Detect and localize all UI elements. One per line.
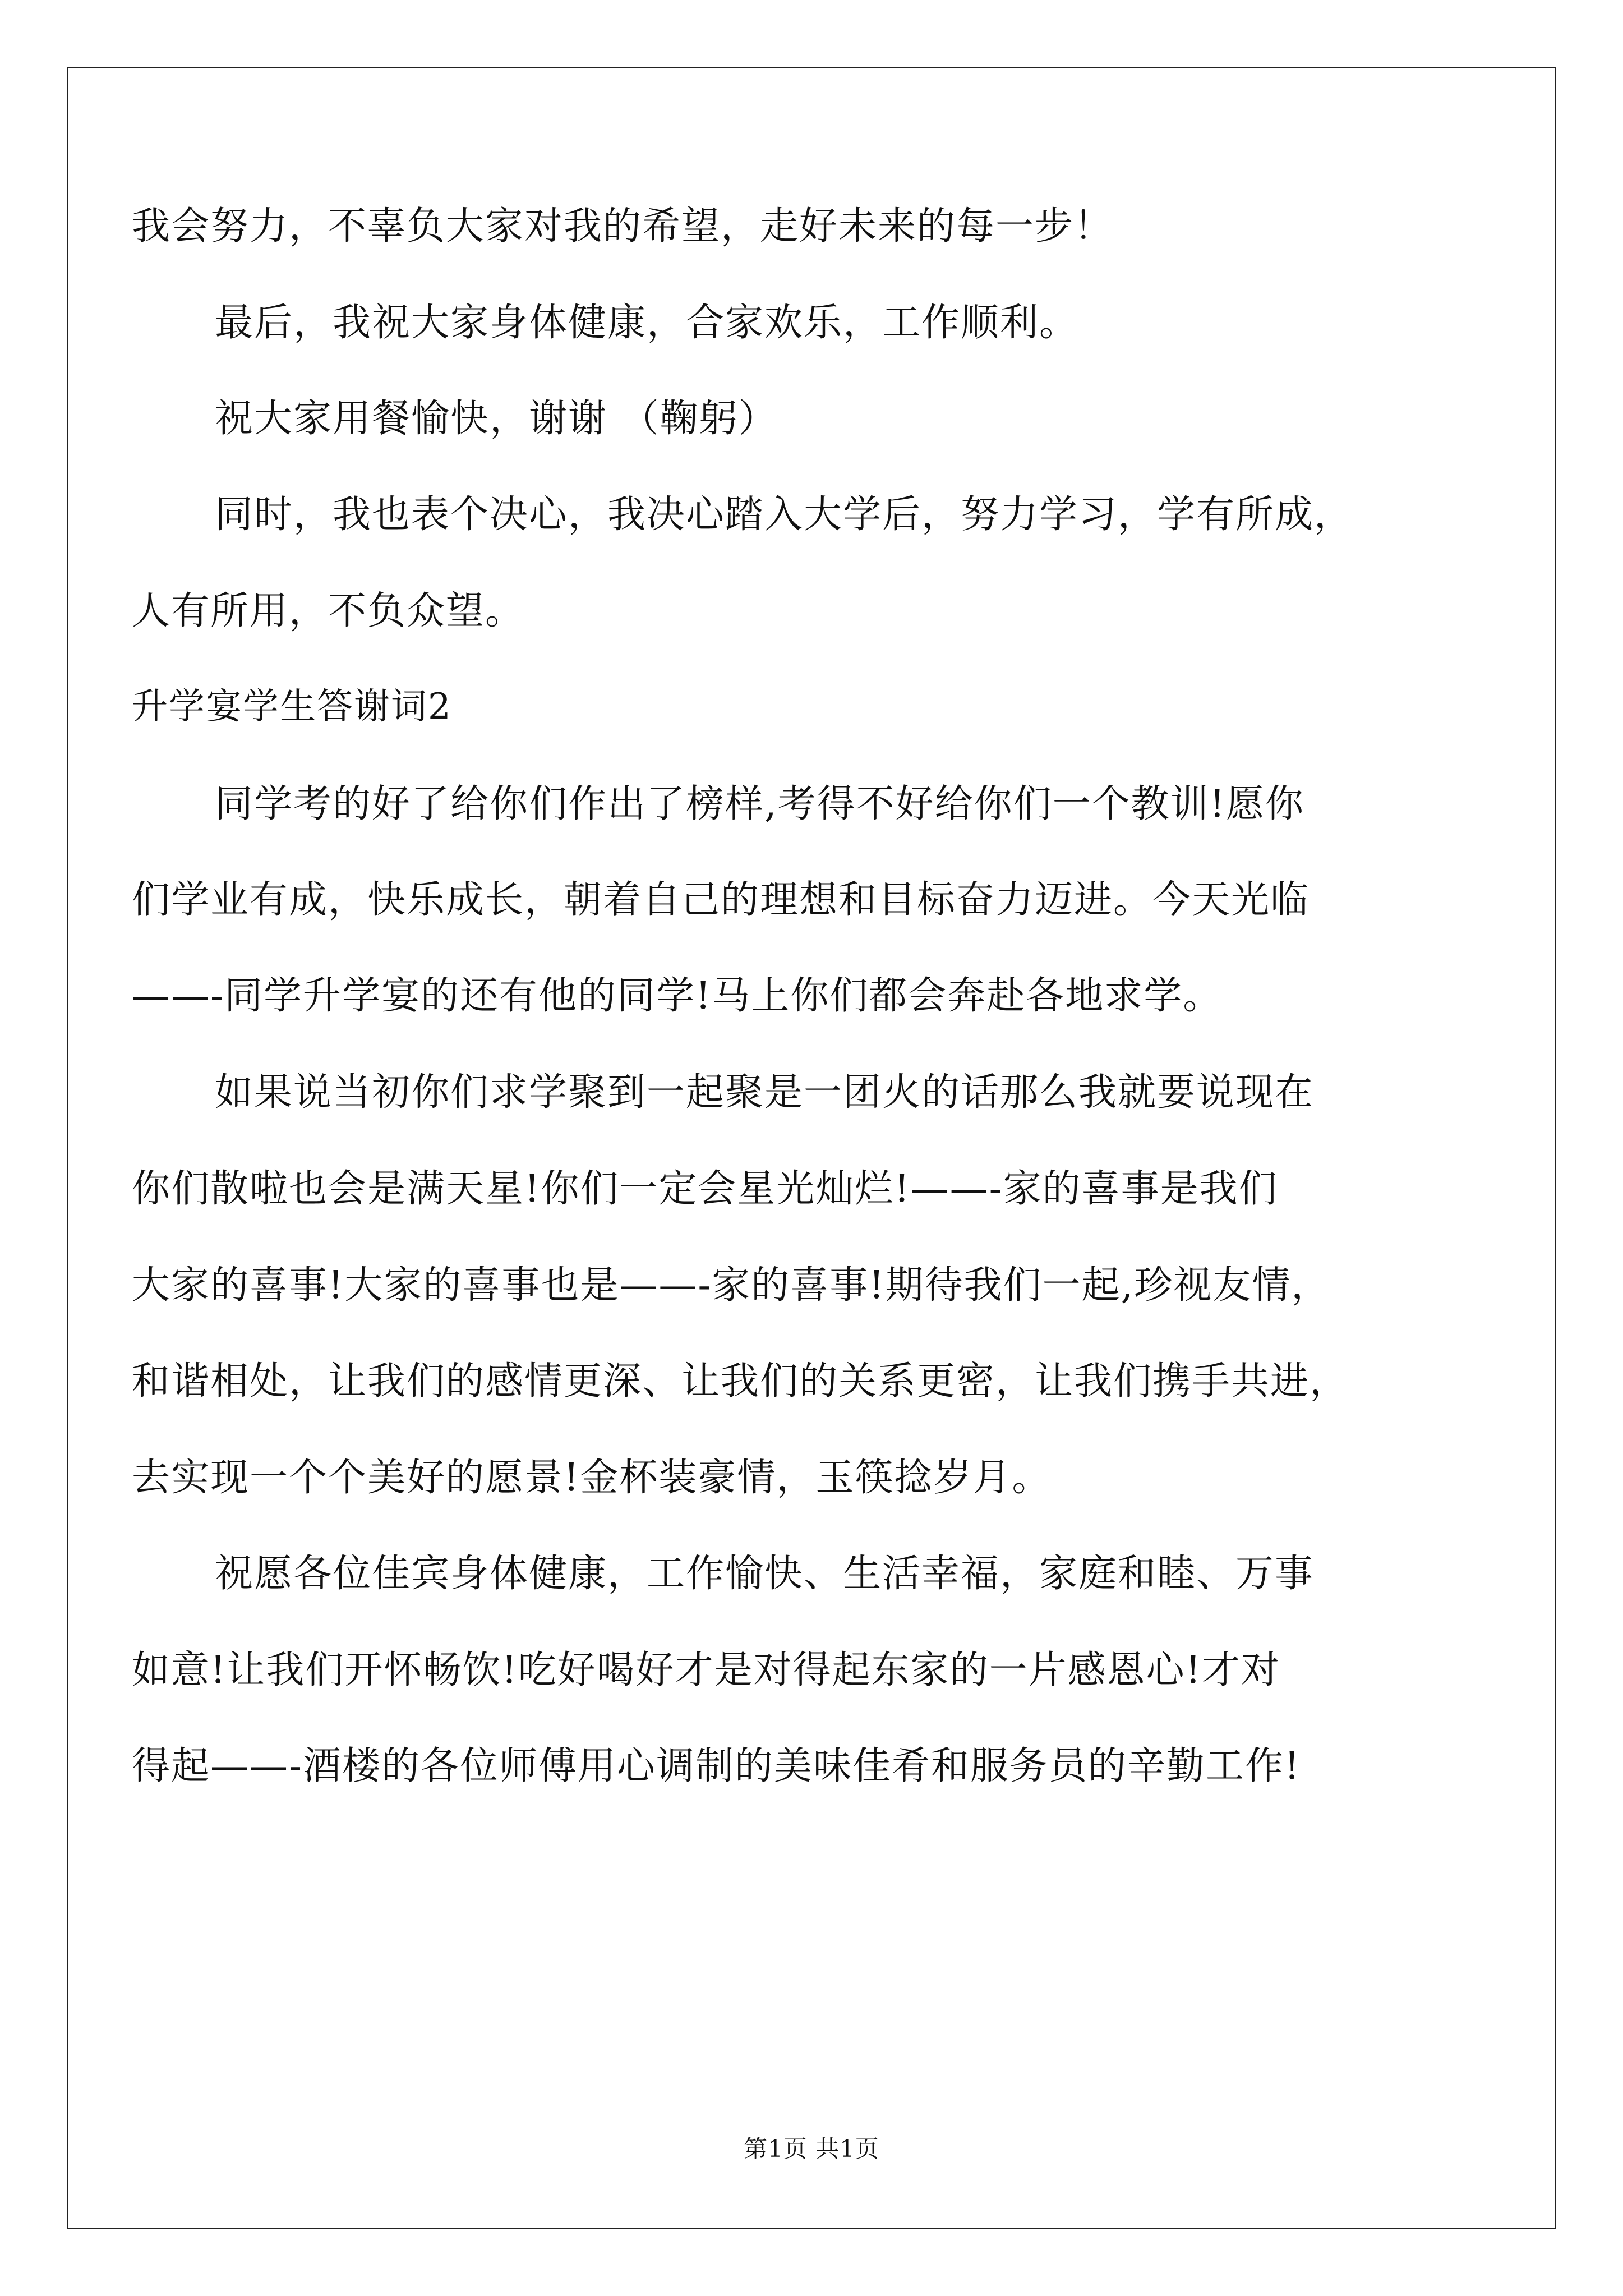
paragraph-line: 同时，我也表个决心，我决心踏入大学后，努力学习，学有所成， [215,493,1354,537]
page-footer: 第1页 共1页 [744,2135,879,2162]
paragraph-line: 和谐相处，让我们的感情更深、让我们的关系更密，让我们携手共进， [132,1359,1349,1404]
paragraph-line: 人有所用，不负众望。 [132,589,525,633]
paragraph-line: 你们散啦也会是满天星!你们一定会星光灿烂!——-家的喜事是我们 [132,1167,1278,1211]
paragraph-line: 如意!让我们开怀畅饮!吃好喝好才是对得起东家的一片感恩心!才对 [132,1648,1280,1692]
section-heading: 升学宴学生答谢词2 [132,686,452,728]
paragraph-line: 去实现一个个美好的愿景!金杯装豪情，玉筷捻岁月。 [132,1456,1052,1500]
paragraph-line: 同学考的好了给你们作出了榜样,考得不好给你们一个教训!愿你 [215,782,1304,826]
paragraph-line: 祝大家用餐愉快，谢谢 （鞠躬） [215,397,778,441]
document-page [67,67,1556,2229]
paragraph-line: 得起——-酒楼的各位师傅用心调制的美味佳肴和服务员的辛勤工作! [132,1744,1301,1788]
paragraph-line: ——-同学升学宴的还有他的同学!马上你们都会奔赴各地求学。 [132,974,1223,1018]
paragraph-line: 我会努力，不辜负大家对我的希望，走好未来的每一步！ [132,204,1114,249]
paragraph-line: 们学业有成，快乐成长，朝着自己的理想和目标奋力迈进。今天光临 [132,878,1310,922]
paragraph-line: 最后，我祝大家身体健康，合家欢乐，工作顺利。 [215,301,1079,345]
paragraph-line: 祝愿各位佳宾身体健康，工作愉快、生活幸福，家庭和睦、万事 [215,1552,1315,1596]
paragraph-line: 如果说当初你们求学聚到一起聚是一团火的话那么我就要说现在 [215,1070,1315,1115]
paragraph-line: 大家的喜事!大家的喜事也是——-家的喜事!期待我们一起,珍视友情， [132,1263,1331,1308]
